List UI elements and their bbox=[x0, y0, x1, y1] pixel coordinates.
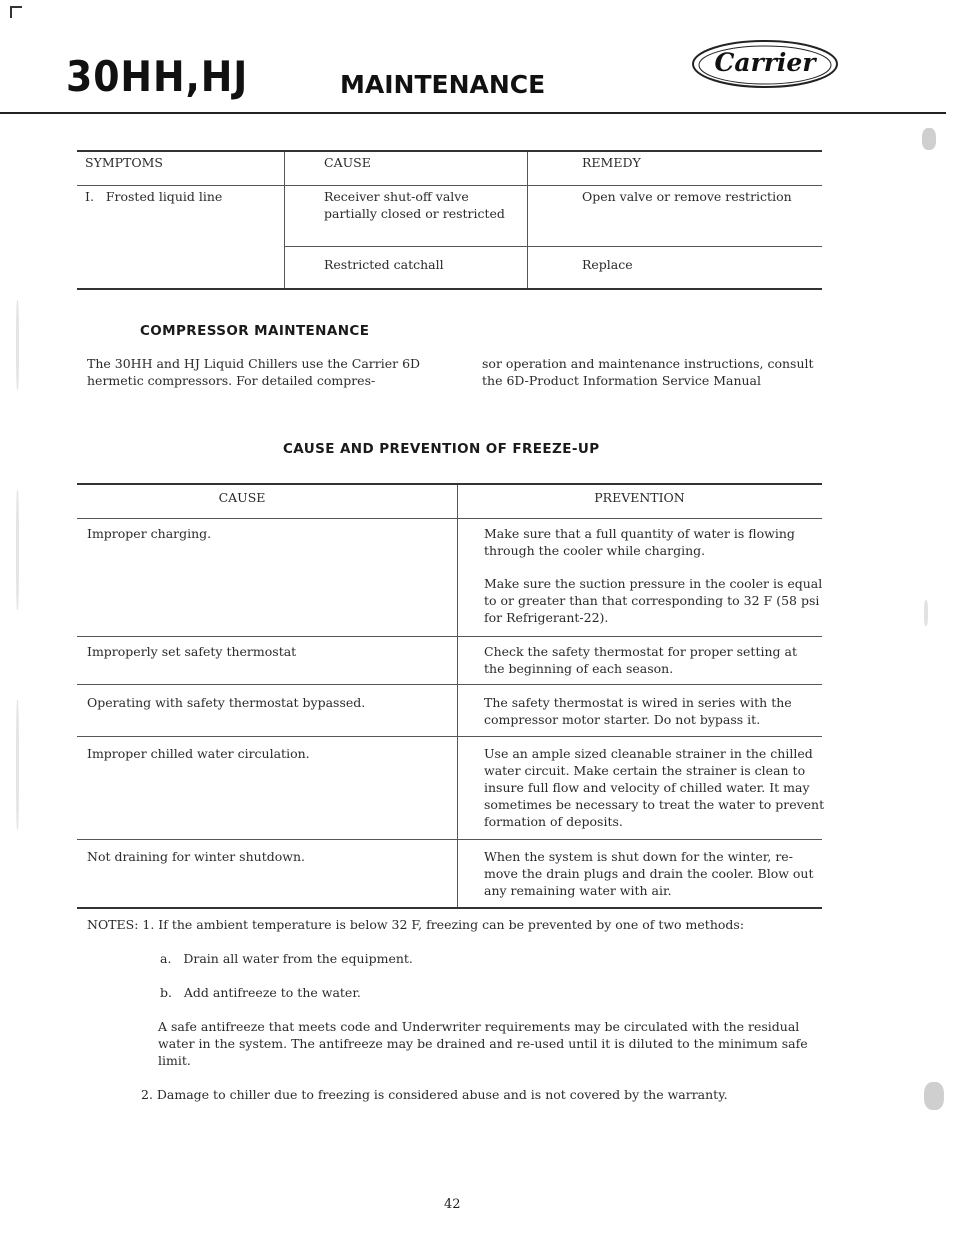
cause-cell: Improperly set safety thermostat bbox=[87, 644, 297, 659]
scan-speck bbox=[16, 300, 19, 390]
note-item-a: a. Drain all water from the equipment. bbox=[160, 951, 413, 966]
cause-cell: Receiver shut-off valve partially closed or restricted bbox=[324, 189, 505, 221]
symptoms-table bbox=[77, 150, 822, 290]
scan-speck bbox=[16, 700, 19, 830]
section-title: MAINTENANCE bbox=[340, 70, 546, 99]
table-divider bbox=[77, 736, 822, 737]
brand-name: Carrier bbox=[714, 48, 816, 77]
freeze-up-table bbox=[77, 483, 825, 909]
freeze-up-heading: CAUSE AND PREVENTION OF FREEZE-UP bbox=[283, 441, 600, 457]
antifreeze-paragraph: A safe antifreeze that meets code and Underwriter requirements may be circulated with the residual water in the system. The antifreeze may be drained and re-used until it is diluted to the minimum safe limit. bbox=[158, 1019, 808, 1068]
table-divider bbox=[77, 684, 822, 685]
table-divider bbox=[284, 152, 285, 288]
column-header-remedy: REMEDY bbox=[582, 155, 641, 170]
cause-cell: Restricted catchall bbox=[324, 257, 444, 272]
compressor-maintenance-heading: COMPRESSOR MAINTENANCE bbox=[140, 323, 370, 339]
prevention-cell: Check the safety thermostat for proper setting at the beginning of each season. bbox=[484, 644, 797, 676]
note-2: 2. Damage to chiller due to freezing is considered abuse and is not covered by the warranty. bbox=[141, 1087, 728, 1102]
cause-cell: Not draining for winter shutdown. bbox=[87, 849, 305, 864]
table-divider bbox=[77, 185, 822, 186]
cause-cell: Operating with safety thermostat bypassed. bbox=[87, 695, 366, 710]
table-divider bbox=[457, 485, 458, 907]
column-header-cause: CAUSE bbox=[218, 490, 266, 505]
table-divider bbox=[77, 636, 822, 637]
prevention-cell: Make sure the suction pressure in the cooler is equal to or greater than that corresponding to 32 F (58 psi for Refrigerant-22). bbox=[484, 576, 823, 625]
table-divider bbox=[77, 518, 822, 519]
remedy-cell: Replace bbox=[582, 257, 633, 272]
prevention-cell: The safety thermostat is wired in series with the compressor motor starter. Do not bypass it. bbox=[484, 695, 792, 727]
compressor-text-left: The 30HH and HJ Liquid Chillers use the Carrier 6D hermetic compressors. For detailed compres- bbox=[87, 356, 421, 388]
table-divider bbox=[527, 152, 528, 288]
carrier-logo bbox=[690, 38, 840, 90]
column-header-symptoms: SYMPTOMS bbox=[85, 155, 163, 170]
scan-speck bbox=[924, 600, 928, 626]
scan-speck bbox=[922, 128, 936, 150]
page-number: 42 bbox=[444, 1197, 461, 1212]
scan-speck bbox=[924, 1082, 944, 1110]
table-divider bbox=[77, 839, 822, 840]
column-header-prevention: PREVENTION bbox=[594, 490, 685, 505]
header-rule bbox=[0, 112, 946, 114]
compressor-text-right: sor operation and maintenance instructions, consult the 6D-Product Information Service Manual bbox=[482, 356, 814, 388]
scan-speck bbox=[16, 490, 19, 610]
note-1: NOTES: 1. If the ambient temperature is below 32 F, freezing can be prevented by one of two methods: bbox=[87, 917, 745, 932]
prevention-cell: Use an ample sized cleanable strainer in the chilled water circuit. Make certain the strainer is clean to insure full flow and velocity of chilled water. It may sometimes be necessary to treat the water to prevent formation of deposits. bbox=[484, 746, 825, 829]
crop-mark bbox=[10, 6, 22, 18]
cause-cell: Improper charging. bbox=[87, 526, 212, 541]
symptom-cell: I. Frosted liquid line bbox=[85, 189, 223, 204]
cause-cell: Improper chilled water circulation. bbox=[87, 746, 310, 761]
remedy-cell: Open valve or remove restriction bbox=[582, 189, 792, 204]
prevention-cell: When the system is shut down for the winter, re-move the drain plugs and drain the cooler. Blow out any remaining water with air. bbox=[484, 849, 814, 898]
prevention-cell: Make sure that a full quantity of water is flowing through the cooler while charging. bbox=[484, 526, 795, 558]
model-number: 30HH,HJ bbox=[66, 52, 249, 101]
table-divider bbox=[284, 246, 822, 247]
column-header-cause: CAUSE bbox=[324, 155, 371, 170]
note-item-b: b. Add antifreeze to the water. bbox=[160, 985, 361, 1000]
